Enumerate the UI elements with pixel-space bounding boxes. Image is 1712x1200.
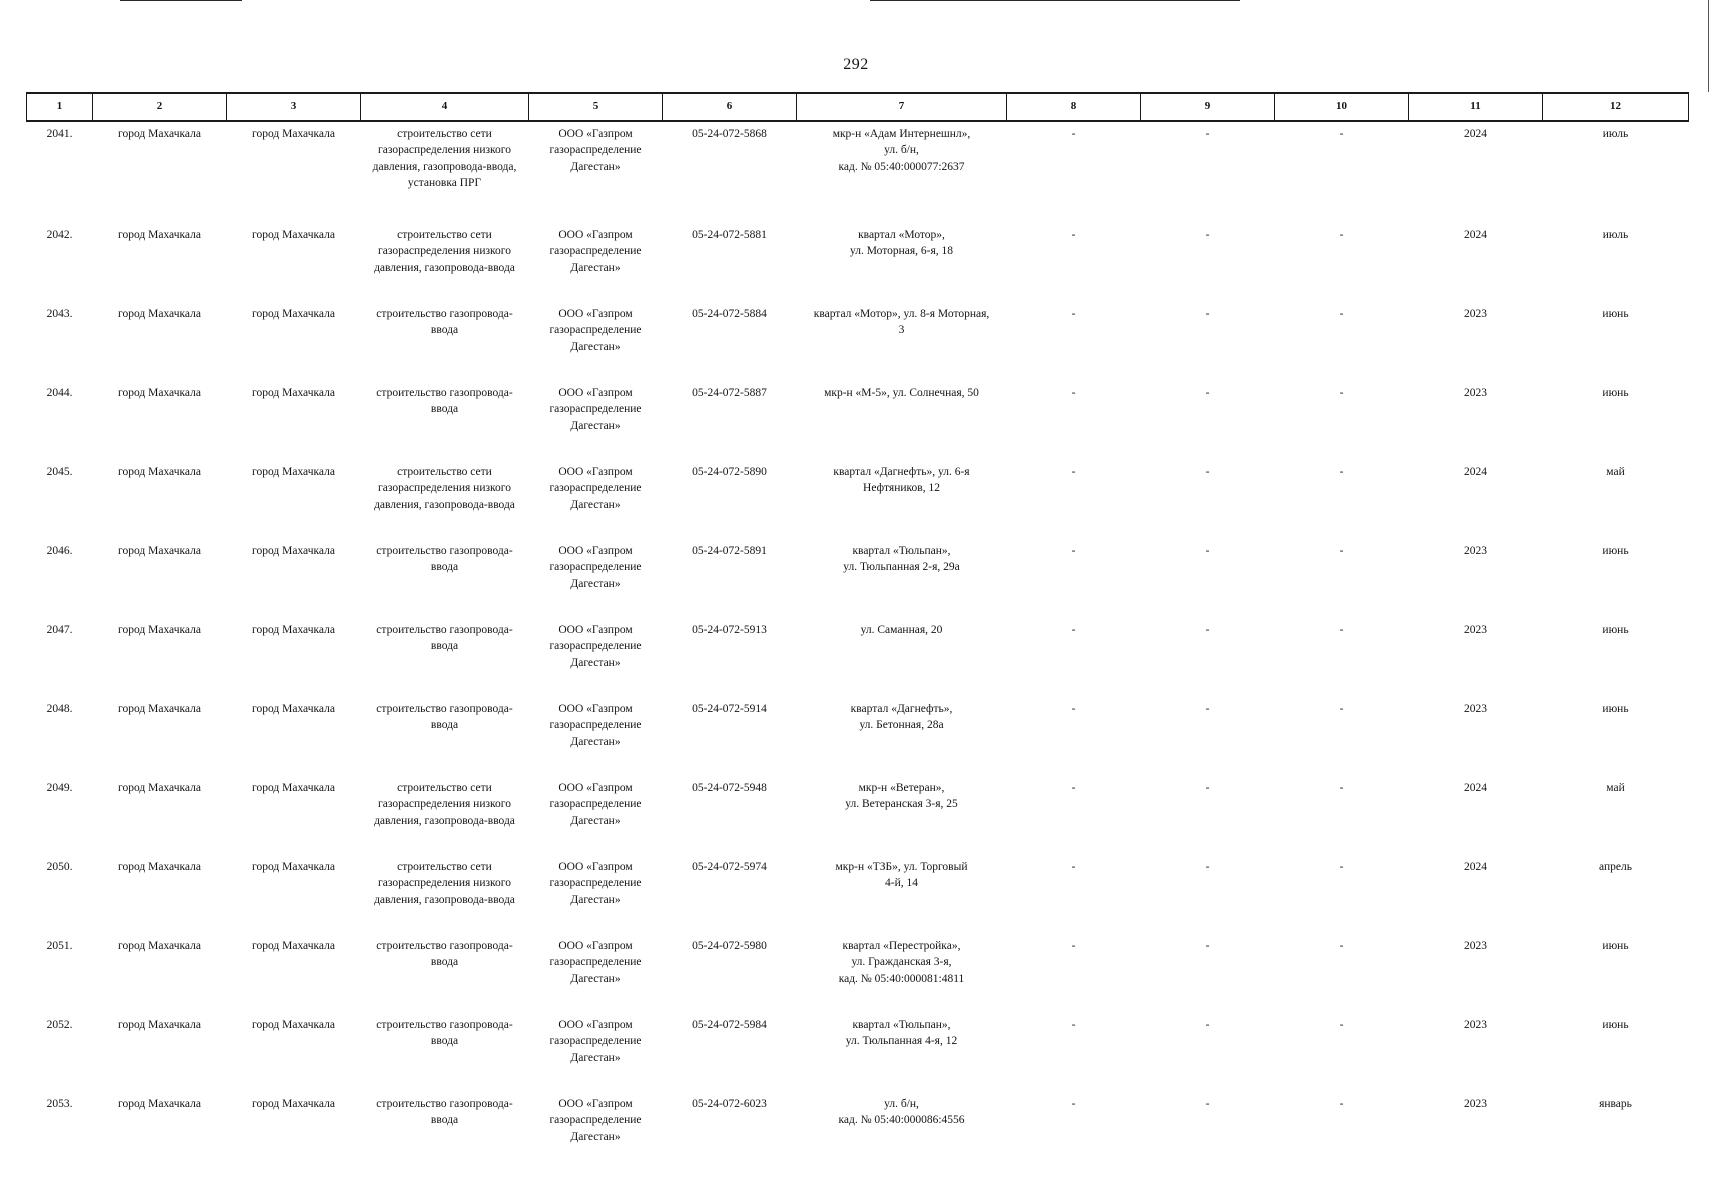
address-cell-line: ул. б/н, (884, 144, 919, 157)
object-code-cell: 05-24-072-5984 (692, 1019, 767, 1031)
address-cell-line: квартал «Тюльпан», (852, 545, 951, 557)
work-type-cell-line: ввода (430, 324, 459, 337)
work-type-cell (361, 302, 529, 381)
col8-cell: - (1071, 940, 1076, 952)
settlement-cell: город Махачкала (252, 940, 335, 952)
object-code-cell: 05-24-072-5881 (692, 229, 767, 241)
year-cell: 2024 (1464, 466, 1487, 478)
work-type-cell-line: давления, газопровода-ввода (374, 893, 515, 906)
month-cell: июнь (1602, 387, 1629, 399)
district-cell: город Махачкала (118, 128, 201, 140)
month-cell: июль (1602, 128, 1629, 140)
column-header: 1 (27, 93, 93, 121)
address-cell (797, 381, 1007, 460)
row-number: 2042. (46, 229, 73, 241)
year-cell: 2023 (1464, 308, 1487, 320)
organization-cell-line: Дагестан» (570, 160, 621, 173)
organization-cell-line: Дагестан» (570, 1130, 621, 1143)
col10-cell: - (1339, 782, 1344, 794)
address-cell-line: кад. № 05:40:000077:2637 (838, 160, 965, 173)
organization-cell-line: газораспределение (549, 561, 642, 574)
organization-cell (529, 1013, 663, 1092)
district-cell: город Махачкала (118, 229, 201, 241)
organization-cell-line: Дагестан» (570, 1051, 621, 1064)
work-type-cell-line: давления, газопровода-ввода, (372, 160, 517, 173)
organization-cell-line: ООО «Газпром (558, 1098, 633, 1110)
work-type-cell-line: строительство газопровода- (376, 387, 513, 399)
row-number: 2051. (46, 940, 73, 952)
year-cell: 2023 (1464, 703, 1487, 715)
organization-cell (529, 618, 663, 697)
col9-cell: - (1205, 624, 1210, 636)
col8-cell: - (1071, 229, 1076, 241)
work-type-cell-line: строительство сети (397, 128, 492, 140)
work-type-cell-line: давления, газопровода-ввода (374, 498, 515, 511)
work-type-cell (361, 1013, 529, 1092)
district-cell: город Махачкала (118, 308, 201, 320)
address-cell-line: ул. б/н, (884, 1098, 919, 1110)
column-header: 6 (663, 93, 797, 121)
work-type-cell-line: ввода (430, 1114, 459, 1127)
row-number: 2048. (46, 703, 73, 715)
work-type-cell (361, 697, 529, 776)
column-header: 3 (227, 93, 361, 121)
organization-cell (529, 1092, 663, 1171)
month-cell: июнь (1602, 545, 1629, 557)
address-cell-line: кад. № 05:40:000081:4811 (838, 972, 965, 985)
table-body (27, 121, 1689, 1171)
col9-cell: - (1205, 1098, 1210, 1110)
col8-cell: - (1071, 624, 1076, 636)
settlement-cell: город Махачкала (252, 1098, 335, 1110)
settlement-cell: город Махачкала (252, 861, 335, 873)
address-cell-line: мкр-н «ТЗБ», ул. Торговый (835, 861, 968, 873)
address-cell (797, 302, 1007, 381)
district-cell: город Махачкала (118, 861, 201, 873)
organization-cell (529, 855, 663, 934)
col9-cell: - (1205, 229, 1210, 241)
year-cell: 2023 (1464, 624, 1487, 636)
address-cell (797, 855, 1007, 934)
address-cell-line: 4-й, 14 (885, 877, 918, 890)
work-type-cell-line: газораспределения низкого (378, 877, 511, 890)
settlement-cell: город Махачкала (252, 545, 335, 557)
year-cell: 2024 (1464, 128, 1487, 140)
district-cell: город Махачкала (118, 624, 201, 636)
table-row (27, 1092, 1689, 1171)
organization-cell-line: ООО «Газпром (558, 466, 633, 478)
year-cell: 2024 (1464, 782, 1487, 794)
address-cell-line: 3 (898, 324, 905, 337)
organization-cell-line: ООО «Газпром (558, 308, 633, 320)
col10-cell: - (1339, 387, 1344, 399)
table-row (27, 618, 1689, 697)
settlement-cell: город Махачкала (252, 387, 335, 399)
address-cell (797, 460, 1007, 539)
row-number: 2047. (46, 624, 73, 636)
organization-cell-line: Дагестан» (570, 735, 621, 748)
row-number: 2043. (46, 308, 73, 320)
address-cell (797, 697, 1007, 776)
object-code-cell: 05-24-072-5887 (692, 387, 767, 399)
row-number: 2053. (46, 1098, 73, 1110)
organization-cell-line: газораспределение (549, 245, 642, 258)
work-type-cell (361, 776, 529, 855)
column-header: 12 (1543, 93, 1689, 121)
col10-cell: - (1339, 1019, 1344, 1031)
address-cell-line: ул. Тюльпанная 4-я, 12 (845, 1035, 958, 1048)
row-number: 2050. (46, 861, 73, 873)
organization-cell (529, 776, 663, 855)
object-code-cell: 05-24-072-5884 (692, 308, 767, 320)
col9-cell: - (1205, 466, 1210, 478)
month-cell: июнь (1602, 624, 1629, 636)
work-type-cell-line: строительство газопровода- (376, 308, 513, 320)
month-cell: июль (1602, 229, 1629, 241)
work-type-cell-line: строительство газопровода- (376, 624, 513, 636)
year-cell: 2024 (1464, 861, 1487, 873)
organization-cell-line: газораспределение (549, 403, 642, 416)
district-cell: город Махачкала (118, 545, 201, 557)
organization-cell-line: ООО «Газпром (558, 940, 633, 952)
work-type-cell-line: строительство сети (397, 782, 492, 794)
year-cell: 2023 (1464, 1019, 1487, 1031)
organization-cell-line: ООО «Газпром (558, 387, 633, 399)
work-type-cell-line: газораспределения низкого (378, 245, 511, 258)
address-cell-line: ул. Бетонная, 28а (859, 719, 944, 732)
address-cell-line: кад. № 05:40:000086:4556 (838, 1114, 965, 1127)
col10-cell: - (1339, 1098, 1344, 1110)
column-header: 10 (1275, 93, 1409, 121)
table-row (27, 697, 1689, 776)
work-type-cell (361, 381, 529, 460)
district-cell: город Махачкала (118, 387, 201, 399)
address-cell (797, 776, 1007, 855)
address-cell-line: ул. Гражданская 3-я, (851, 956, 952, 969)
col10-cell: - (1339, 861, 1344, 873)
work-type-cell-line: давления, газопровода-ввода (374, 814, 515, 827)
organization-cell-line: газораспределение (549, 877, 642, 890)
col9-cell: - (1205, 545, 1210, 557)
col10-cell: - (1339, 128, 1344, 140)
col9-cell: - (1205, 387, 1210, 399)
address-cell-line: Нефтяников, 12 (863, 482, 940, 495)
work-type-cell-line: ввода (430, 956, 459, 969)
address-cell (797, 121, 1007, 223)
scan-artifact-line (870, 0, 1240, 1)
organization-cell (529, 697, 663, 776)
col8-cell: - (1071, 128, 1076, 140)
organization-cell-line: Дагестан» (570, 814, 621, 827)
col9-cell: - (1205, 703, 1210, 715)
organization-cell-line: ООО «Газпром (558, 545, 633, 557)
work-type-cell (361, 1092, 529, 1171)
object-code-cell: 05-24-072-5914 (692, 703, 767, 715)
month-cell: июнь (1602, 940, 1629, 952)
organization-cell-line: газораспределение (549, 956, 642, 969)
year-cell: 2023 (1464, 1098, 1487, 1110)
work-type-cell-line: ввода (430, 640, 459, 653)
col10-cell: - (1339, 624, 1344, 636)
table-row (27, 460, 1689, 539)
address-cell-line: мкр-н «Ветеран», (858, 782, 945, 794)
work-type-cell (361, 460, 529, 539)
year-cell: 2024 (1464, 229, 1487, 241)
organization-cell-line: ООО «Газпром (558, 229, 633, 241)
settlement-cell: город Махачкала (252, 229, 335, 241)
address-cell (797, 618, 1007, 697)
organization-cell-line: Дагестан» (570, 972, 621, 985)
work-type-cell-line: строительство газопровода- (376, 1019, 513, 1031)
district-cell: город Махачкала (118, 1019, 201, 1031)
object-code-cell: 05-24-072-5980 (692, 940, 767, 952)
work-type-cell-line: строительство сети (397, 861, 492, 873)
table-row (27, 776, 1689, 855)
settlement-cell: город Махачкала (252, 466, 335, 478)
organization-cell-line: газораспределение (549, 640, 642, 653)
column-header: 7 (797, 93, 1007, 121)
address-cell-line: квартал «Дагнефть», (850, 703, 953, 715)
column-header: 11 (1409, 93, 1543, 121)
district-cell: город Махачкала (118, 703, 201, 715)
work-type-cell (361, 934, 529, 1013)
object-code-cell: 05-24-072-6023 (692, 1098, 767, 1110)
work-type-cell-line: строительство газопровода- (376, 1098, 513, 1110)
address-cell-line: квартал «Мотор», ул. 8-я Моторная, (813, 308, 990, 320)
object-code-cell: 05-24-072-5890 (692, 466, 767, 478)
settlement-cell: город Махачкала (252, 703, 335, 715)
organization-cell (529, 223, 663, 302)
col9-cell: - (1205, 782, 1210, 794)
settlement-cell: город Махачкала (252, 624, 335, 636)
col10-cell: - (1339, 940, 1344, 952)
district-cell: город Махачкала (118, 1098, 201, 1110)
row-number: 2045. (46, 466, 73, 478)
col9-cell: - (1205, 308, 1210, 320)
col10-cell: - (1339, 545, 1344, 557)
organization-cell (529, 121, 663, 223)
work-type-cell-line: газораспределения низкого (378, 144, 511, 157)
object-code-cell: 05-24-072-5974 (692, 861, 767, 873)
organization-cell (529, 460, 663, 539)
column-header: 5 (529, 93, 663, 121)
organization-cell-line: ООО «Газпром (558, 128, 633, 140)
table-row (27, 934, 1689, 1013)
organization-cell-line: Дагестан» (570, 340, 621, 353)
work-type-cell (361, 539, 529, 618)
month-cell: апрель (1599, 861, 1632, 873)
column-header: 2 (93, 93, 227, 121)
year-cell: 2023 (1464, 387, 1487, 399)
work-type-cell-line: газораспределения низкого (378, 482, 511, 495)
organization-cell-line: ООО «Газпром (558, 861, 633, 873)
address-cell-line: квартал «Тюльпан», (852, 1019, 951, 1031)
work-type-cell-line: газораспределения низкого (378, 798, 511, 811)
organization-cell-line: ООО «Газпром (558, 703, 633, 715)
col9-cell: - (1205, 1019, 1210, 1031)
work-type-cell-line: строительство сети (397, 229, 492, 241)
work-type-cell-line: давления, газопровода-ввода (374, 261, 515, 274)
row-number: 2052. (46, 1019, 73, 1031)
address-cell (797, 934, 1007, 1013)
organization-cell-line: газораспределение (549, 798, 642, 811)
column-header: 9 (1141, 93, 1275, 121)
organization-cell-line: газораспределение (549, 482, 642, 495)
month-cell: июнь (1602, 703, 1629, 715)
address-cell-line: ул. Тюльпанная 2-я, 29а (843, 561, 960, 574)
address-cell (797, 1013, 1007, 1092)
col10-cell: - (1339, 466, 1344, 478)
row-number: 2049. (46, 782, 73, 794)
col9-cell: - (1205, 128, 1210, 140)
organization-cell-line: ООО «Газпром (558, 1019, 633, 1031)
table-header-row (27, 93, 1689, 121)
organization-cell-line: ООО «Газпром (558, 782, 633, 794)
page-number: 292 (843, 56, 869, 73)
settlement-cell: город Махачкала (252, 128, 335, 140)
address-cell (797, 539, 1007, 618)
col10-cell: - (1339, 703, 1344, 715)
settlement-cell: город Махачкала (252, 1019, 335, 1031)
col8-cell: - (1071, 545, 1076, 557)
row-number: 2041. (46, 128, 73, 140)
settlement-cell: город Махачкала (252, 308, 335, 320)
month-cell: июнь (1602, 1019, 1629, 1031)
work-type-cell-line: строительство газопровода- (376, 545, 513, 557)
organization-cell-line: газораспределение (549, 1114, 642, 1127)
organization-cell-line: газораспределение (549, 324, 642, 337)
table-row (27, 302, 1689, 381)
col10-cell: - (1339, 308, 1344, 320)
organization-cell-line: Дагестан» (570, 419, 621, 432)
work-type-cell-line: строительство газопровода- (376, 940, 513, 952)
settlement-cell: город Махачкала (252, 782, 335, 794)
address-cell-line: квартал «Дагнефть», ул. 6-я (833, 466, 970, 478)
district-cell: город Махачкала (118, 940, 201, 952)
work-type-cell (361, 855, 529, 934)
col8-cell: - (1071, 387, 1076, 399)
col10-cell: - (1339, 229, 1344, 241)
organization-cell-line: Дагестан» (570, 577, 621, 590)
district-cell: город Махачкала (118, 466, 201, 478)
col8-cell: - (1071, 703, 1076, 715)
column-header: 8 (1007, 93, 1141, 121)
district-cell: город Махачкала (118, 782, 201, 794)
organization-cell (529, 302, 663, 381)
work-type-cell-line: ввода (430, 403, 459, 416)
object-code-cell: 05-24-072-5913 (692, 624, 767, 636)
row-number: 2046. (46, 545, 73, 557)
object-code-cell: 05-24-072-5891 (692, 545, 767, 557)
address-cell-line: мкр-н «Адам Интернешнл», (832, 128, 971, 140)
organization-cell-line: Дагестан» (570, 261, 621, 274)
organization-cell (529, 381, 663, 460)
table-row (27, 381, 1689, 460)
object-code-cell: 05-24-072-5868 (692, 128, 767, 140)
address-cell-line: мкр-н «М-5», ул. Солнечная, 50 (824, 387, 979, 399)
work-type-cell (361, 223, 529, 302)
col8-cell: - (1071, 1019, 1076, 1031)
address-cell-line: квартал «Мотор», (858, 229, 945, 241)
address-cell-line: квартал «Перестройка», (842, 940, 961, 952)
table-row (27, 1013, 1689, 1092)
organization-cell-line: ООО «Газпром (558, 624, 633, 636)
address-cell-line: ул. Ветеранская 3-я, 25 (845, 798, 958, 811)
work-type-cell-line: ввода (430, 561, 459, 574)
work-type-cell (361, 121, 529, 223)
col8-cell: - (1071, 466, 1076, 478)
organization-cell-line: Дагестан» (570, 893, 621, 906)
table-row (27, 539, 1689, 618)
month-cell: май (1606, 466, 1625, 478)
month-cell: июнь (1602, 308, 1629, 320)
col9-cell: - (1205, 940, 1210, 952)
col9-cell: - (1205, 861, 1210, 873)
table-row (27, 223, 1689, 302)
col8-cell: - (1071, 308, 1076, 320)
organization-cell (529, 539, 663, 618)
organization-cell-line: газораспределение (549, 1035, 642, 1048)
address-cell-line: ул. Моторная, 6-я, 18 (849, 245, 954, 258)
work-type-cell-line: ввода (430, 719, 459, 732)
year-cell: 2023 (1464, 940, 1487, 952)
organization-cell-line: газораспределение (549, 144, 642, 157)
row-number: 2044. (46, 387, 73, 399)
scan-artifact-line (120, 0, 242, 1)
work-type-cell-line: ввода (430, 1035, 459, 1048)
table-row (27, 855, 1689, 934)
address-cell (797, 1092, 1007, 1171)
year-cell: 2023 (1464, 545, 1487, 557)
scan-artifact-edge (1708, 0, 1709, 92)
month-cell: май (1606, 782, 1625, 794)
work-type-cell-line: установка ПРГ (407, 176, 482, 189)
table-row (27, 121, 1689, 223)
col8-cell: - (1071, 782, 1076, 794)
organization-cell (529, 934, 663, 1013)
work-type-cell-line: строительство сети (397, 466, 492, 478)
col8-cell: - (1071, 861, 1076, 873)
work-type-cell (361, 618, 529, 697)
address-cell (797, 223, 1007, 302)
address-cell-line: ул. Саманная, 20 (860, 624, 943, 636)
month-cell: январь (1599, 1098, 1632, 1110)
col8-cell: - (1071, 1098, 1076, 1110)
register-table (26, 92, 1689, 1171)
organization-cell-line: газораспределение (549, 719, 642, 732)
work-type-cell-line: строительство газопровода- (376, 703, 513, 715)
object-code-cell: 05-24-072-5948 (692, 782, 767, 794)
organization-cell-line: Дагестан» (570, 498, 621, 511)
organization-cell-line: Дагестан» (570, 656, 621, 669)
column-header: 4 (361, 93, 529, 121)
